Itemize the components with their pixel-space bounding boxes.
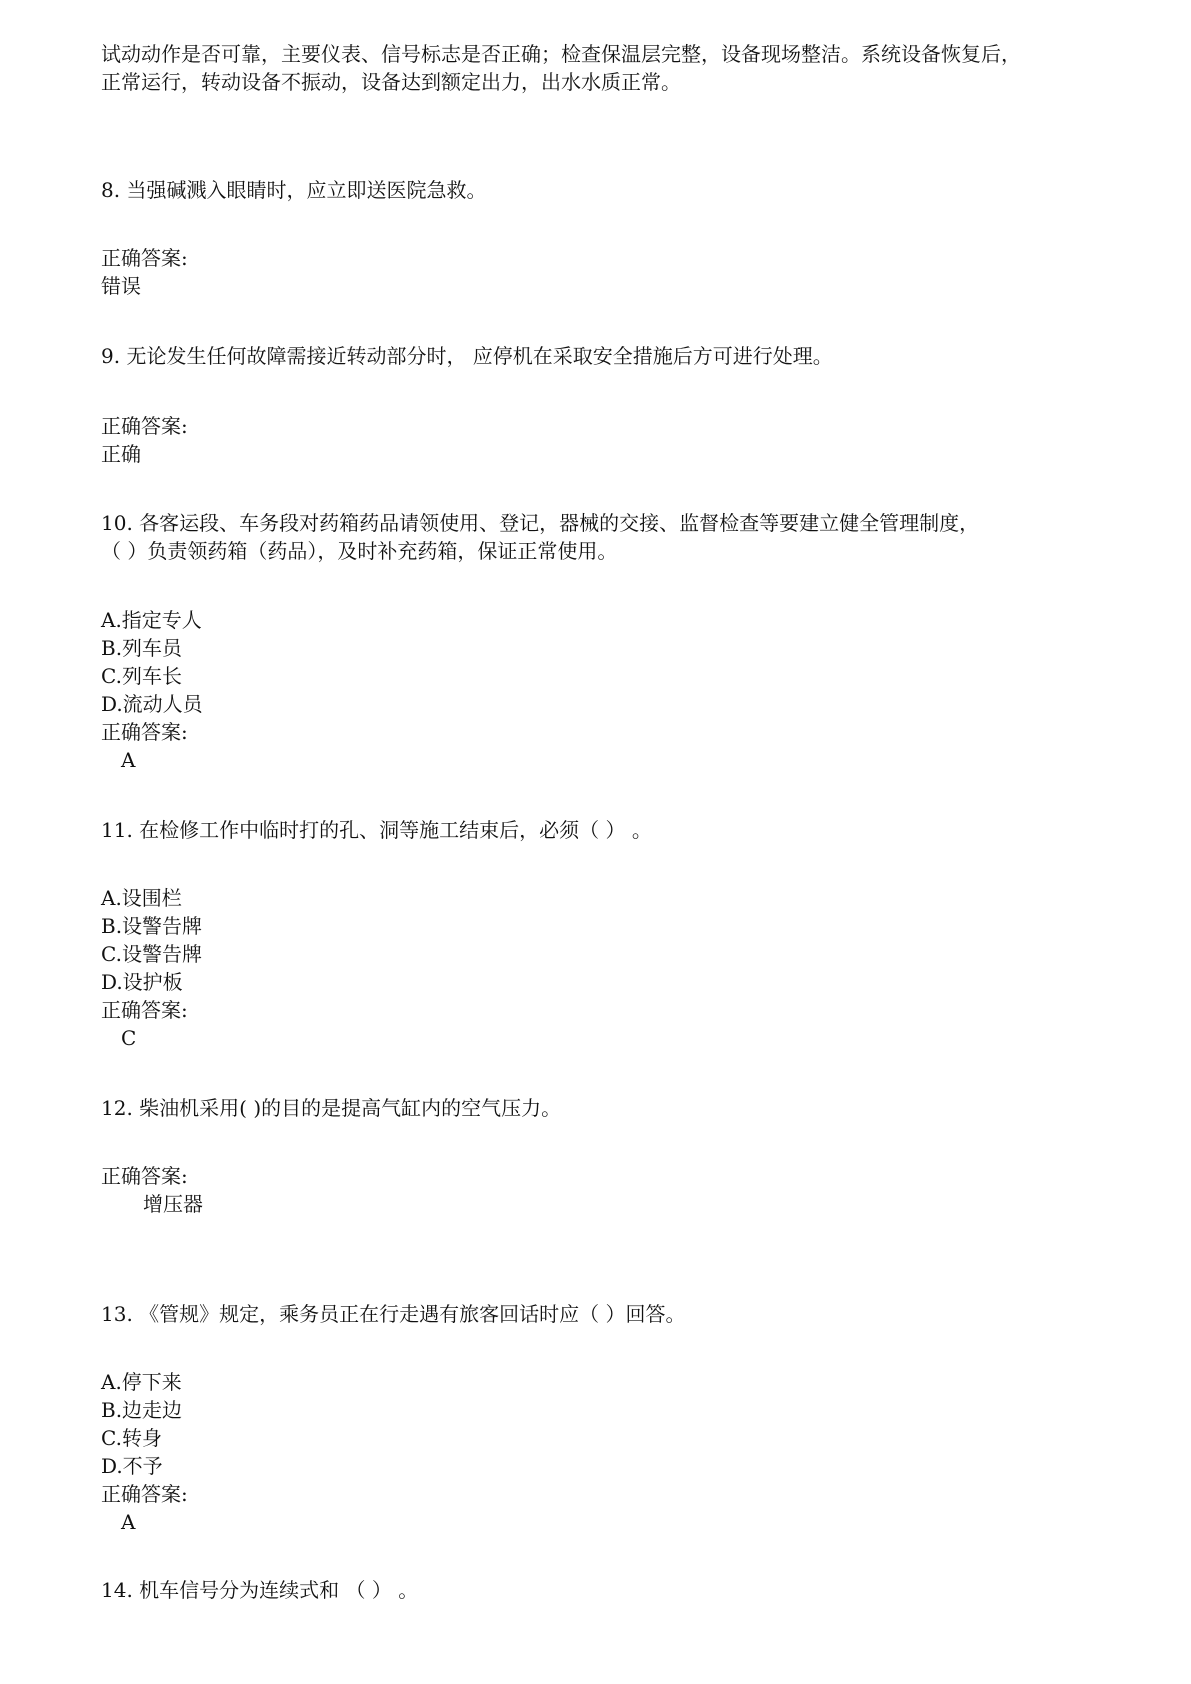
q9-answer: 正确 [101,442,141,466]
q13-option-a: A.停下来 [101,1370,182,1394]
q10-option-b: B.列车员 [101,636,183,660]
q13-option-b: B.边走边 [101,1398,183,1422]
q12-answer-label: 正确答案: [101,1164,188,1188]
q10-question-line-1: 10. 各客运段、车务段对药箱药品请领使用、登记，器械的交接、监督检查等要建立健全管理制度， [101,511,980,535]
q8-question: 8. 当强碱溅入眼睛时，应立即送医院急救。 [101,178,487,202]
q8-answer-label: 正确答案: [101,246,188,270]
q8-answer: 错误 [101,274,141,298]
q11-option-a: A.设围栏 [101,886,182,910]
q13-answer: A [121,1510,136,1534]
q13-option-c: C.转身 [101,1426,162,1450]
q10-answer: A [121,748,136,772]
intro-line-1: 试动动作是否可靠，主要仪表、信号标志是否正确；检查保温层完整，设备现场整洁。系统设备恢复后， [101,42,1021,66]
q10-option-c: C.列车长 [101,664,182,688]
q10-question-line-2: （ ）负责领药箱（药品），及时补充药箱，保证正常使用。 [101,539,618,563]
q11-option-d: D.设护板 [101,970,183,994]
q9-answer-label: 正确答案: [101,414,188,438]
q12-question: 12. 柴油机采用( )的目的是提高气缸内的空气压力。 [101,1096,562,1120]
q11-option-b: B.设警告牌 [101,914,203,938]
q9-question: 9. 无论发生任何故障需接近转动部分时， 应停机在采取安全措施后方可进行处理。 [101,344,833,368]
q13-option-d: D.不予 [101,1454,163,1478]
intro-line-2: 正常运行，转动设备不振动，设备达到额定出力，出水水质正常。 [101,70,681,94]
q14-question: 14. 机车信号分为连续式和 （ ） 。 [101,1578,419,1602]
q10-option-d: D.流动人员 [101,692,203,716]
q11-option-c: C.设警告牌 [101,942,202,966]
q13-answer-label: 正确答案: [101,1482,188,1506]
q11-answer: C [121,1026,137,1050]
q10-option-a: A.指定专人 [101,608,202,632]
q10-answer-label: 正确答案: [101,720,188,744]
q11-question: 11. 在检修工作中临时打的孔、洞等施工结束后，必须（ ） 。 [101,818,652,842]
q13-question: 13. 《管规》规定，乘务员正在行走遇有旅客回话时应（ ）回答。 [101,1302,686,1326]
q11-answer-label: 正确答案: [101,998,188,1022]
q12-answer: 增压器 [143,1192,203,1216]
